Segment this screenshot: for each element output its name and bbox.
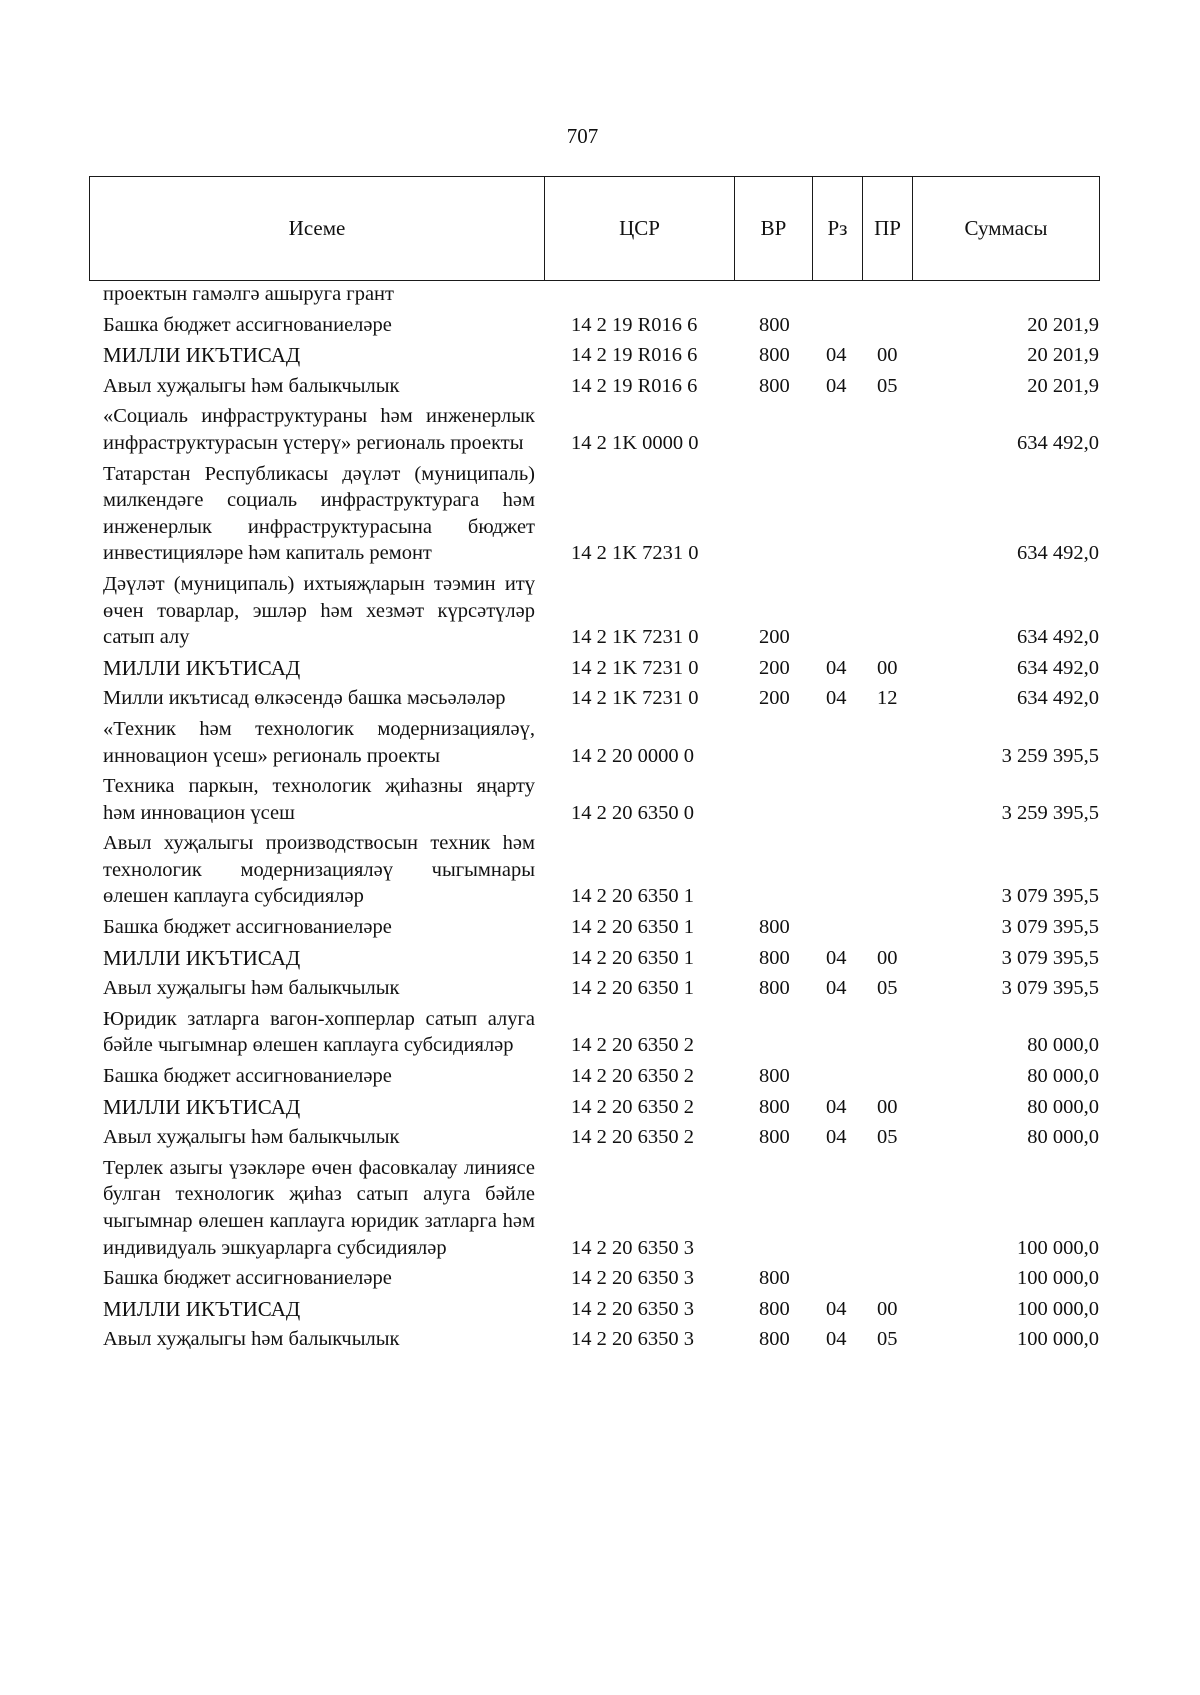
table-row	[0, 373, 1200, 400]
row-vr: 800	[759, 946, 790, 969]
table-row	[0, 716, 1200, 769]
table-row	[0, 1265, 1200, 1292]
table-row	[0, 773, 1200, 826]
row-vr: 800	[759, 1267, 790, 1290]
header-pr: ПР	[863, 177, 913, 280]
row-name: Техника паркын, технологик җиһазны яңарту һәм инновацион үсеш	[103, 775, 535, 824]
row-csr: 14 2 20 6350 0	[571, 801, 694, 824]
row-csr: 14 2 1K 7231 0	[571, 687, 699, 710]
row-sum: 3 259 395,5	[1001, 801, 1099, 824]
row-sum: 634 492,0	[1017, 656, 1099, 679]
row-csr: 14 2 20 6350 1	[571, 977, 694, 1000]
row-name: Башка бюджет ассигнованиеләре	[103, 916, 392, 939]
row-name: МИЛЛИ ИКЪТИСАД	[103, 655, 301, 680]
row-sum: 3 079 395,5	[1001, 946, 1099, 969]
table-row	[0, 1155, 1200, 1261]
row-vr: 200	[759, 656, 790, 679]
row-rz: 04	[826, 977, 847, 1000]
row-sum: 634 492,0	[1017, 431, 1099, 454]
row-csr: 14 2 20 6350 3	[571, 1297, 694, 1320]
table-row	[0, 685, 1200, 712]
table-row	[0, 281, 1200, 308]
row-csr: 14 2 1K 7231 0	[571, 542, 699, 565]
row-csr: 14 2 20 6350 1	[571, 946, 694, 969]
row-csr: 14 2 20 6350 2	[571, 1034, 694, 1057]
row-rz: 04	[826, 1126, 847, 1149]
row-rz: 04	[826, 687, 847, 710]
header-vr: ВР	[735, 177, 813, 280]
table-row	[0, 571, 1200, 651]
row-sum: 80 000,0	[1027, 1126, 1099, 1149]
row-vr: 800	[759, 1095, 790, 1118]
table-body	[0, 281, 1200, 1353]
table-row	[0, 1296, 1200, 1323]
row-csr: 14 2 1K 0000 0	[571, 431, 699, 454]
row-sum: 100 000,0	[1017, 1328, 1099, 1351]
row-pr: 00	[877, 1297, 898, 1320]
page-number: 707	[566, 124, 599, 148]
row-sum: 3 079 395,5	[1001, 885, 1099, 908]
row-sum: 3 079 395,5	[1001, 977, 1099, 1000]
row-name: МИЛЛИ ИКЪТИСАД	[103, 1094, 301, 1119]
row-sum: 100 000,0	[1017, 1297, 1099, 1320]
table-row	[0, 945, 1200, 972]
row-sum: 100 000,0	[1017, 1236, 1099, 1259]
row-pr: 12	[877, 687, 898, 710]
row-name: Авыл хуҗалыгы производствосын техник һәм технологик модернизацияләү чыгымнары өлешен каплауга субсидияләр	[103, 832, 535, 908]
row-sum: 634 492,0	[1017, 687, 1099, 710]
row-pr: 05	[877, 1126, 898, 1149]
row-rz: 04	[826, 374, 847, 397]
row-name: проектын гамәлгә ашыруга грант	[103, 283, 394, 305]
row-name: Башка бюджет ассигнованиеләре	[103, 1267, 392, 1290]
row-sum: 80 000,0	[1027, 1095, 1099, 1118]
row-name: Милли икътисад өлкәсендә башка мәсьәләләр	[103, 687, 506, 710]
table-row	[0, 461, 1200, 567]
row-csr: 14 2 20 6350 3	[571, 1328, 694, 1351]
header-name: Исеме	[90, 177, 545, 280]
row-pr: 00	[877, 344, 898, 367]
row-sum: 20 201,9	[1027, 313, 1099, 336]
table-row	[0, 914, 1200, 941]
row-csr: 14 2 20 6350 3	[571, 1236, 694, 1259]
row-pr: 00	[877, 656, 898, 679]
row-name: Юридик затларга вагон-хопперлар сатып алуга бәйле чыгымнар өлешен каплауга субсидияләр	[103, 1007, 535, 1057]
row-sum: 3 259 395,5	[1001, 744, 1099, 767]
row-name: Терлек азыгы үзәкләре өчен фасовкалау линиясе булган технологик җиһаз сатып алуга бәйле чыгымнар өлешен каплауга юридик затларга һәм индивидуаль эшкуарларга субсидияләр	[103, 1156, 535, 1259]
row-vr: 800	[759, 1126, 790, 1149]
table-header	[89, 176, 1100, 281]
row-csr: 14 2 20 6350 1	[571, 916, 694, 939]
row-csr: 14 2 20 6350 3	[571, 1267, 694, 1290]
row-sum: 20 201,9	[1027, 344, 1099, 367]
row-sum: 634 492,0	[1017, 626, 1099, 649]
row-rz: 04	[826, 344, 847, 367]
row-vr: 800	[759, 1297, 790, 1320]
row-rz: 04	[826, 1095, 847, 1118]
table-row	[0, 1063, 1200, 1090]
row-csr: 14 2 20 6350 2	[571, 1126, 694, 1149]
row-name: Татарстан Республикасы дәүләт (муниципаль) милкендәге социаль инфраструктурага һәм инженерлык инфраструктурасына бюджет инвестицияләре һәм капиталь ремонт	[103, 462, 535, 565]
row-name: МИЛЛИ ИКЪТИСАД	[103, 945, 301, 970]
row-name: «Техник һәм технологик модернизацияләү, инновацион үсеш» региональ проекты	[103, 717, 535, 767]
table-row	[0, 1326, 1200, 1353]
row-sum: 20 201,9	[1027, 374, 1099, 397]
row-name: Авыл хуҗалыгы һәм балыкчылык	[103, 1126, 400, 1149]
row-sum: 80 000,0	[1027, 1065, 1099, 1088]
row-sum: 3 079 395,5	[1001, 916, 1099, 939]
row-csr: 14 2 20 6350 1	[571, 885, 694, 908]
row-vr: 800	[759, 313, 790, 336]
row-vr: 800	[759, 344, 790, 367]
row-csr: 14 2 1K 7231 0	[571, 656, 699, 679]
header-rz: Рз	[813, 177, 863, 280]
table-row	[0, 975, 1200, 1002]
row-name: МИЛЛИ ИКЪТИСАД	[103, 1296, 301, 1321]
row-name: Башка бюджет ассигнованиеләре	[103, 1065, 392, 1088]
table-row	[0, 1094, 1200, 1121]
row-csr: 14 2 20 6350 2	[571, 1065, 694, 1088]
row-vr: 800	[759, 977, 790, 1000]
table-row	[0, 403, 1200, 456]
row-pr: 05	[877, 977, 898, 1000]
row-pr: 00	[877, 946, 898, 969]
row-name: Авыл хуҗалыгы һәм балыкчылык	[103, 374, 400, 397]
table-row	[0, 1006, 1200, 1059]
row-vr: 800	[759, 1328, 790, 1351]
table-row	[0, 655, 1200, 682]
row-name: Авыл хуҗалыгы һәм балыкчылык	[103, 977, 400, 1000]
row-name: МИЛЛИ ИКЪТИСАД	[103, 343, 301, 368]
row-rz: 04	[826, 1297, 847, 1320]
row-rz: 04	[826, 656, 847, 679]
header-csr: ЦСР	[545, 177, 735, 280]
row-vr: 800	[759, 916, 790, 939]
row-pr: 00	[877, 1095, 898, 1118]
row-vr: 800	[759, 374, 790, 397]
row-csr: 14 2 20 6350 2	[571, 1095, 694, 1118]
table-row	[0, 1124, 1200, 1151]
row-vr: 200	[759, 626, 790, 649]
row-name: Башка бюджет ассигнованиеләре	[103, 313, 392, 336]
row-csr: 14 2 19 R016 6	[571, 313, 698, 336]
row-sum: 80 000,0	[1027, 1034, 1099, 1057]
row-rz: 04	[826, 1328, 847, 1351]
row-name: Авыл хуҗалыгы һәм балыкчылык	[103, 1328, 400, 1351]
table-row	[0, 312, 1200, 339]
row-csr: 14 2 19 R016 6	[571, 344, 698, 367]
table-row	[0, 830, 1200, 910]
row-name: «Социаль инфраструктураны һәм инженерлык инфраструктурасын үстерү» региональ проекты	[103, 405, 535, 454]
row-sum: 100 000,0	[1017, 1267, 1099, 1290]
table-row	[0, 342, 1200, 369]
row-rz: 04	[826, 946, 847, 969]
row-name: Дәүләт (муниципаль) ихтыяҗларын тәэмин итү өчен товарлар, эшләр һәм хезмәт күрсәтүләр сатып алу	[103, 572, 535, 649]
row-csr: 14 2 19 R016 6	[571, 374, 698, 397]
row-vr: 800	[759, 1065, 790, 1088]
row-pr: 05	[877, 1328, 898, 1351]
row-csr: 14 2 20 0000 0	[571, 744, 694, 767]
row-vr: 200	[759, 687, 790, 710]
row-csr: 14 2 1K 7231 0	[571, 626, 699, 649]
header-sum: Суммасы	[964, 216, 1048, 240]
row-pr: 05	[877, 374, 898, 397]
row-sum: 634 492,0	[1017, 542, 1099, 565]
